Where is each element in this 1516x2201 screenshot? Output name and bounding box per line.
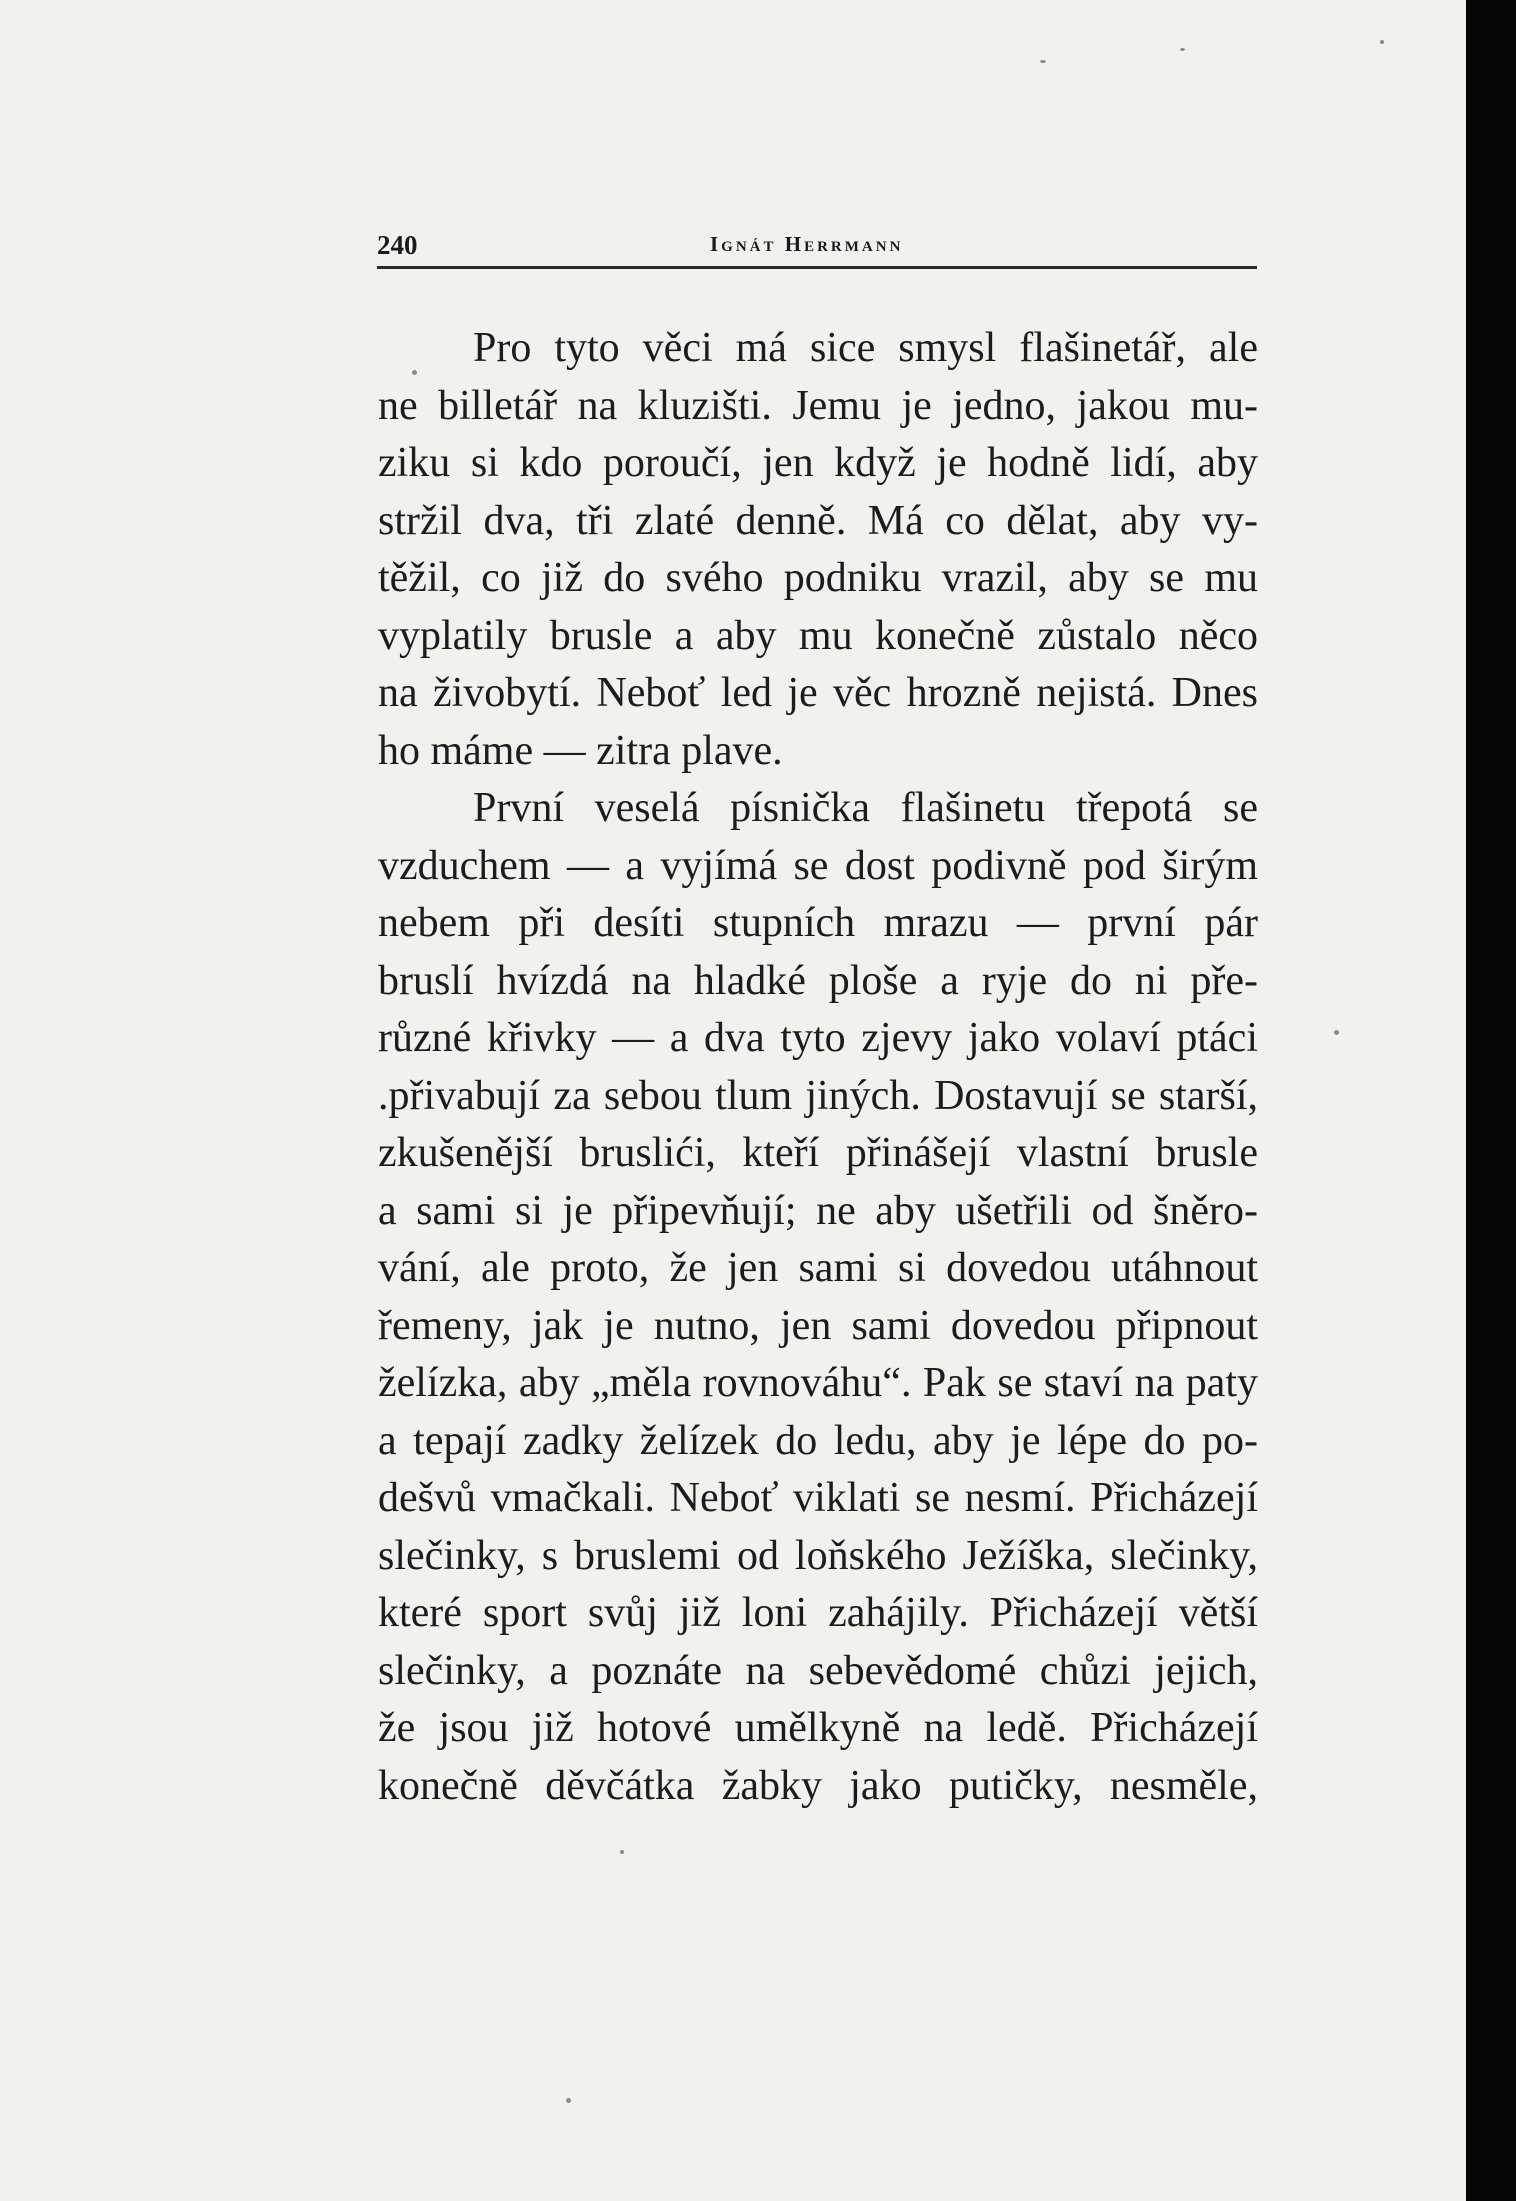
scan-speck: [1180, 48, 1185, 51]
text-line: různé křivky — a dva tyto zjevy jako volaví ptáci: [378, 1015, 1258, 1061]
text-line: nebem při desíti stupních mrazu — první pár: [378, 900, 1258, 946]
text-line: které sport svůj již loni zahájily. Přicházejí větší: [378, 1590, 1258, 1636]
text-line: ho máme — zitra plave.: [378, 727, 783, 774]
text-line: slečinky, s bruslemi od loňského Ježíška, slečinky,: [378, 1532, 1258, 1579]
text-line: a tepají zadky želízek do ledu, aby je lépe do po-: [378, 1417, 1258, 1464]
text-line: řemeny, jak je nutno, jen sami dovedou připnout: [378, 1302, 1258, 1349]
text-line: ziku si kdo poroučí, jen když je hodně lidí, aby: [378, 440, 1258, 486]
scan-speck: [412, 370, 417, 375]
text-line: těžil, co již do svého podniku vrazil, aby se mu: [378, 555, 1258, 601]
text-line: na živobytí. Neboť led je věc hrozně nejistá. Dnes: [378, 670, 1258, 716]
text-line: První veselá písnička flašinetu třepotá se: [473, 785, 1258, 831]
text-line: že jsou již hotové umělkyně na ledě. Přicházejí: [378, 1705, 1258, 1751]
text-line: slečinky, a poznáte na sebevědomé chůzi jejich,: [378, 1647, 1258, 1694]
text-line: Pro tyto věci má sice smysl flašinetář, ale: [473, 325, 1258, 371]
text-line: konečně děvčátka žabky jako putičky, nesměle,: [378, 1762, 1258, 1809]
text-line: vyplatily brusle a aby mu konečně zůstalo něco: [378, 612, 1258, 659]
page-number: 240: [377, 230, 418, 260]
body-text: [378, 320, 1258, 1815]
scan-speck: [1380, 40, 1384, 44]
scan-speck: [1040, 60, 1046, 63]
running-head: Ignát Herrmann: [710, 232, 904, 256]
text-line: dešvů vmačkali. Neboť viklati se nesmí. Přicházejí: [378, 1475, 1258, 1521]
scan-speck: [1334, 1030, 1339, 1035]
scan-speck: [566, 2098, 571, 2103]
paragraph: [378, 780, 1258, 1815]
paragraph: [378, 320, 1258, 780]
text-line: vzduchem — a vyjímá se dost podivně pod širým: [378, 842, 1258, 889]
text-line: ne billetář na kluzišti. Jemu je jedno, jakou mu-: [378, 382, 1258, 429]
text-line: želízka, aby „měla rovnováhu“. Pak se staví na paty: [378, 1360, 1258, 1406]
scan-border: [1466, 0, 1516, 2201]
page-header: [377, 226, 1257, 269]
text-line: .přivabují za sebou tlum jiných. Dostavují se starší,: [378, 1072, 1258, 1119]
scan-speck: [620, 1850, 624, 1854]
text-line: zkušenější bruslići, kteří přinášejí vlastní brusle: [378, 1130, 1258, 1176]
text-line: stržil dva, tři zlaté denně. Má co dělat, aby vy-: [378, 497, 1258, 544]
text-line: bruslí hvízdá na hladké ploše a ryje do ni pře-: [378, 957, 1258, 1004]
text-line: a sami si je připevňují; ne aby ušetřili od šněro-: [378, 1187, 1258, 1234]
text-line: vání, ale proto, že jen sami si dovedou utáhnout: [378, 1245, 1258, 1291]
